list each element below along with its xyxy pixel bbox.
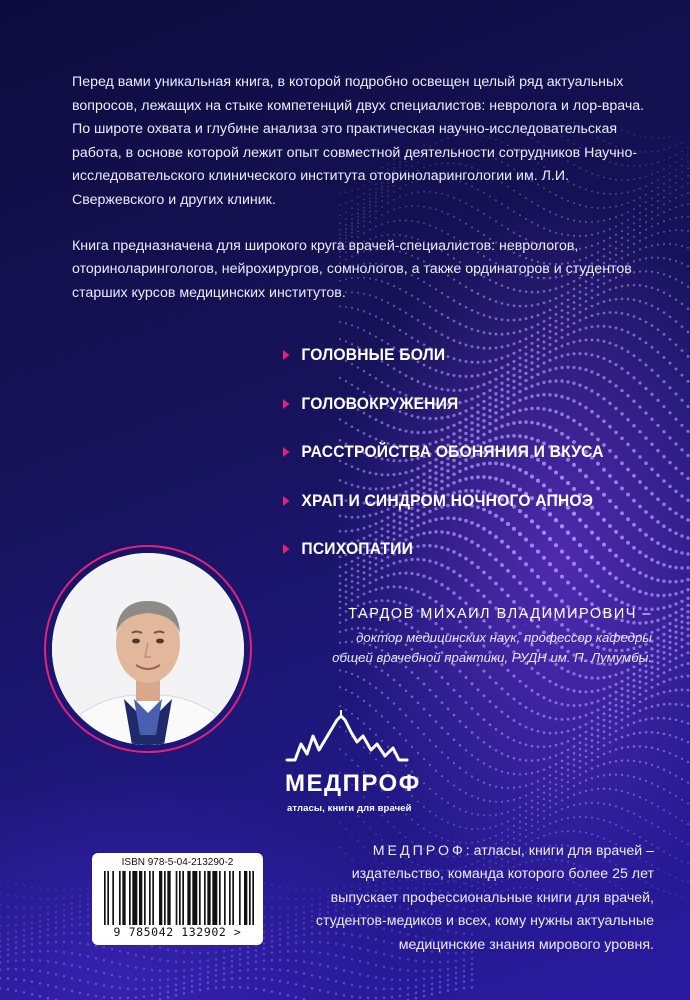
topic-label: РАССТРОЙСТВА ОБОНЯНИЯ И ВКУСА — [301, 442, 604, 461]
barcode-bars-icon — [104, 871, 254, 927]
topic-item — [283, 532, 604, 581]
author-desc-line: доктор медицинских наук, профессор кафедры — [356, 630, 652, 645]
publisher-line — [268, 840, 654, 863]
publisher-line-3: выпускает профессиональные книги для врачей, — [330, 889, 654, 906]
barcode-digits: 9 785042 132902 > — [113, 925, 242, 939]
intro-paragraph-1: Перед вами уникальная книга, в которой подробно освещен целый ряд актуальных вопросов, лежащих на стыке компетенций двух специалистов: невролога и лор-врача. По широте охвата и глубине анализа это практическая научно-исследовательская работа, в основе которой лежит опыт совместной деятельности сотрудников Научно-исследовательского клинического института оториноларингологии им. Л.И. Свержевского и других клиник. — [72, 74, 645, 208]
publisher-line-2: издательство, команда которого более 25 лет — [351, 866, 654, 883]
author-desc-line: общей врачебной практики, РУДН им. П. Лумумбы. — [332, 650, 652, 665]
intro-text — [72, 71, 652, 327]
publisher-line-1: : атласы, книги для врачей – — [465, 843, 654, 859]
topic-item — [283, 338, 604, 387]
publisher-text — [268, 840, 654, 957]
chevron-right-icon — [283, 447, 289, 457]
topic-item — [283, 387, 604, 436]
logo-title: МЕДПРОФ — [285, 770, 421, 797]
logo-subtitle: атласы, книги для врачей — [287, 803, 412, 814]
author-name: ТАРДОВ МИХАИЛ ВЛАДИМИРОВИЧ – — [348, 606, 652, 622]
chevron-right-icon — [283, 496, 289, 506]
chevron-right-icon — [283, 399, 289, 409]
author-description — [272, 628, 652, 668]
chevron-right-icon — [283, 544, 289, 554]
author-portrait-icon — [52, 553, 244, 745]
author-photo — [52, 553, 244, 745]
isbn-barcode — [92, 853, 263, 945]
chevron-right-icon — [283, 350, 289, 360]
topic-label: ХРАП И СИНДРОМ НОЧНОГО АПНОЭ — [301, 490, 594, 510]
topic-label: ГОЛОВОКРУЖЕНИЯ — [301, 393, 459, 413]
author-block — [272, 606, 652, 668]
topic-label: ПСИХОПАТИИ — [301, 539, 414, 558]
intro-paragraph-2: Книга предназначена для широкого круга врачей-специалистов: неврологов, оториноларингологов, нейрохирургов, сомнологов, а также ординаторов и студентов старших курсов медицинских институтов. — [72, 237, 632, 301]
topic-item — [283, 435, 604, 484]
publisher-line-5: медицинские знания мирового уровня. — [398, 936, 654, 953]
isbn-label: ISBN 978-5-04-213290-2 — [121, 857, 234, 868]
topic-label: ГОЛОВНЫЕ БОЛИ — [301, 345, 446, 364]
publisher-line-4: студентов-медиков и всех, кому нужны актуальные — [315, 913, 654, 930]
topic-list — [283, 338, 632, 581]
topic-item — [283, 484, 604, 533]
publisher-brand: МЕДПРОФ — [372, 843, 466, 859]
